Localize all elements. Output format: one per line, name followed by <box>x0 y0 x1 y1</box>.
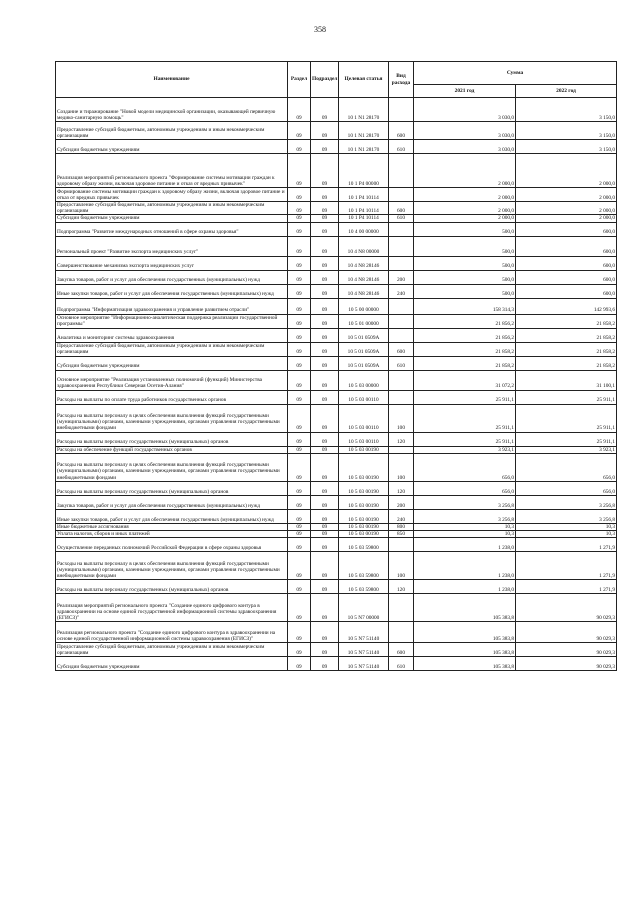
table-row <box>56 98 617 122</box>
row-target: 10 5 03 00190 <box>339 509 389 523</box>
row-sum-2021: 2 000,0 <box>414 188 516 202</box>
row-section: 09 <box>288 404 311 432</box>
row-subsection: 09 <box>311 314 339 328</box>
row-section: 09 <box>288 453 311 481</box>
col-header-target: Целевая статья <box>339 62 389 98</box>
row-expense-type: 200 <box>389 270 414 284</box>
row-sum-2022: 2 000,0 <box>516 188 617 202</box>
row-target: 10 5 03 00190 <box>339 453 389 481</box>
row-subsection: 09 <box>311 154 339 188</box>
row-sum-2022: 90 029,3 <box>516 657 617 671</box>
row-section: 09 <box>288 538 311 552</box>
row-section: 09 <box>288 140 311 154</box>
row-section: 09 <box>288 342 311 356</box>
row-name: Расходы на выплаты по оплате труда работников государственных органов <box>56 390 288 404</box>
table-row <box>56 328 617 342</box>
row-name: Субсидии бюджетным учреждениям <box>56 215 288 222</box>
table-row <box>56 122 617 140</box>
row-target: 10 5 03 00000 <box>339 370 389 390</box>
row-expense-type: 120 <box>389 580 414 594</box>
row-sum-2021: 2 000,0 <box>414 154 516 188</box>
row-expense-type: 800 <box>389 523 414 530</box>
table-row <box>56 370 617 390</box>
row-expense-type: 100 <box>389 404 414 432</box>
row-target: 10 5 01 0509A <box>339 356 389 370</box>
row-expense-type <box>389 390 414 404</box>
row-expense-type: 610 <box>389 140 414 154</box>
row-target: 10 1 P4 10114 <box>339 202 389 215</box>
row-sum-2022: 142 993,6 <box>516 298 617 314</box>
row-target: 10 5 N7 51140 <box>339 622 389 643</box>
row-sum-2022: 21 858,2 <box>516 342 617 356</box>
row-section: 09 <box>288 202 311 215</box>
row-section: 09 <box>288 215 311 222</box>
row-subsection: 09 <box>311 523 339 530</box>
row-expense-type: 600 <box>389 202 414 215</box>
row-expense-type: 120 <box>389 481 414 495</box>
row-sum-2021: 2 000,0 <box>414 202 516 215</box>
row-subsection: 09 <box>311 432 339 446</box>
row-subsection: 09 <box>311 446 339 453</box>
row-name: Подпрограмма "Информатизация здравоохранения и управление развитием отрасли" <box>56 298 288 314</box>
row-subsection: 09 <box>311 215 339 222</box>
row-expense-type <box>389 622 414 643</box>
row-subsection: 09 <box>311 495 339 509</box>
row-sum-2021: 656,0 <box>414 481 516 495</box>
row-expense-type: 850 <box>389 531 414 538</box>
row-sum-2021: 500,0 <box>414 284 516 298</box>
table-row <box>56 538 617 552</box>
row-expense-type: 120 <box>389 432 414 446</box>
row-subsection: 09 <box>311 657 339 671</box>
row-sum-2022: 600,0 <box>516 256 617 270</box>
table-row <box>56 215 617 222</box>
row-sum-2021: 3 030,0 <box>414 122 516 140</box>
row-name: Расходы на выплаты персоналу государственных (муниципальных) органов <box>56 432 288 446</box>
row-name: Основное мероприятие "Информационно-аналитическая поддержка реализации государственной программы" <box>56 314 288 328</box>
row-target: 10 1 N1 28170 <box>339 98 389 122</box>
row-subsection: 09 <box>311 188 339 202</box>
row-section: 09 <box>288 481 311 495</box>
table-row <box>56 495 617 509</box>
row-name: Расходы на выплаты персоналу в целях обеспечения выполнения функций государственными (муниципальными) органами, казенными учреждениями, органами управления государственными внебюджетными фондами <box>56 404 288 432</box>
row-name: Региональный проект "Развитие экспорта медицинских услуг" <box>56 236 288 256</box>
row-section: 09 <box>288 495 311 509</box>
row-sum-2022: 2 000,0 <box>516 202 617 215</box>
row-sum-2022: 10,3 <box>516 523 617 530</box>
col-header-year-2022: 2022 год <box>516 85 617 98</box>
row-sum-2021: 10,3 <box>414 531 516 538</box>
row-target: 10 5 00 00000 <box>339 298 389 314</box>
col-header-name: Наименование <box>56 62 288 98</box>
row-subsection: 09 <box>311 140 339 154</box>
row-name: Закупка товаров, работ и услуг для обеспечения государственных (муниципальных) нужд <box>56 495 288 509</box>
row-sum-2022: 25 911,1 <box>516 404 617 432</box>
row-sum-2021: 31 072,2 <box>414 370 516 390</box>
row-target: 10 5 03 59800 <box>339 552 389 580</box>
row-sum-2021: 3 256,8 <box>414 495 516 509</box>
row-sum-2021: 21 856,2 <box>414 328 516 342</box>
row-section: 09 <box>288 98 311 122</box>
row-name: Совершенствование механизма экспорта медицинских услуг <box>56 256 288 270</box>
row-section: 09 <box>288 580 311 594</box>
row-sum-2021: 3 256,8 <box>414 509 516 523</box>
row-name: Уплата налогов, сборов и иных платежей <box>56 531 288 538</box>
row-target: 10 4 00 00000 <box>339 222 389 236</box>
row-target: 10 5 03 00190 <box>339 523 389 530</box>
row-sum-2021: 21 858,2 <box>414 342 516 356</box>
row-name: Реализация мероприятий регионального проекта "Создание единого цифрового контура в здравоохранении на основе единой государственной информационной системы здравоохранения (ЕГИСЗ)" <box>56 594 288 622</box>
row-name: Реализация регионального проекта "Создание единого цифрового контура в здравоохранении на основе единой государственной информационной системы здравоохранения (ЕГИСЗ)" <box>56 622 288 643</box>
row-section: 09 <box>288 370 311 390</box>
row-expense-type: 200 <box>389 495 414 509</box>
row-subsection: 09 <box>311 270 339 284</box>
table-row <box>56 509 617 523</box>
row-name: Создание и тиражирование "Новой модели медицинской организации, оказывающей первичную медико-санитарную помощь" <box>56 98 288 122</box>
row-expense-type <box>389 98 414 122</box>
row-section: 09 <box>288 594 311 622</box>
row-name: Реализация мероприятий регионального проекта "Формирование системы мотивации граждан к здоровому образу жизни, включая здоровое питание и отказ от вредных привычек" <box>56 154 288 188</box>
row-subsection: 09 <box>311 622 339 643</box>
row-sum-2021: 500,0 <box>414 236 516 256</box>
row-section: 09 <box>288 531 311 538</box>
row-expense-type: 600 <box>389 342 414 356</box>
row-expense-type: 240 <box>389 509 414 523</box>
row-section: 09 <box>288 270 311 284</box>
table-row <box>56 580 617 594</box>
row-target: 10 5 N7 00000 <box>339 594 389 622</box>
row-section: 09 <box>288 446 311 453</box>
table-row <box>56 202 617 215</box>
row-sum-2022: 600,0 <box>516 236 617 256</box>
row-subsection: 09 <box>311 298 339 314</box>
row-expense-type <box>389 222 414 236</box>
row-expense-type <box>389 236 414 256</box>
row-sum-2021: 656,0 <box>414 453 516 481</box>
col-header-expense-type: Вид расхода <box>389 62 414 98</box>
row-section: 09 <box>288 643 311 657</box>
row-section: 09 <box>288 298 311 314</box>
row-subsection: 09 <box>311 342 339 356</box>
row-section: 09 <box>288 622 311 643</box>
row-target: 10 5 03 00110 <box>339 390 389 404</box>
table-row <box>56 552 617 580</box>
row-sum-2022: 1 271,9 <box>516 580 617 594</box>
row-section: 09 <box>288 356 311 370</box>
table-row <box>56 356 617 370</box>
row-section: 09 <box>288 188 311 202</box>
row-sum-2022: 3 150,0 <box>516 122 617 140</box>
table-row <box>56 342 617 356</box>
row-section: 09 <box>288 222 311 236</box>
row-expense-type <box>389 188 414 202</box>
row-sum-2021: 500,0 <box>414 256 516 270</box>
row-name: Иные закупки товаров, работ и услуг для обеспечения государственных (муниципальных) нужд <box>56 284 288 298</box>
col-header-year-2021: 2021 год <box>414 85 516 98</box>
row-sum-2021: 105 383,8 <box>414 657 516 671</box>
row-sum-2022: 21 858,2 <box>516 356 617 370</box>
row-subsection: 09 <box>311 98 339 122</box>
table-row <box>56 390 617 404</box>
row-subsection: 09 <box>311 404 339 432</box>
row-subsection: 09 <box>311 580 339 594</box>
table-row <box>56 256 617 270</box>
budget-table <box>55 61 617 671</box>
row-target: 10 4 N8 28146 <box>339 256 389 270</box>
row-expense-type <box>389 298 414 314</box>
table-row <box>56 154 617 188</box>
row-subsection: 09 <box>311 453 339 481</box>
col-header-subsection: Подраздел <box>311 62 339 98</box>
row-target: 10 5 01 0509A <box>339 342 389 356</box>
row-expense-type <box>389 314 414 328</box>
row-expense-type <box>389 256 414 270</box>
row-target: 10 4 N8 28146 <box>339 284 389 298</box>
table-row <box>56 622 617 643</box>
row-expense-type: 610 <box>389 215 414 222</box>
table-row <box>56 531 617 538</box>
row-sum-2021: 500,0 <box>414 270 516 284</box>
row-section: 09 <box>288 314 311 328</box>
row-target: 10 5 03 59800 <box>339 580 389 594</box>
row-subsection: 09 <box>311 202 339 215</box>
table-row <box>56 594 617 622</box>
row-sum-2021: 1 238,0 <box>414 552 516 580</box>
row-sum-2022: 25 911,1 <box>516 432 617 446</box>
row-subsection: 09 <box>311 256 339 270</box>
table-row <box>56 140 617 154</box>
row-sum-2021: 25 911,1 <box>414 404 516 432</box>
row-sum-2021: 21 856,2 <box>414 314 516 328</box>
row-sum-2022: 600,0 <box>516 270 617 284</box>
row-target: 10 5 03 00190 <box>339 531 389 538</box>
row-subsection: 09 <box>311 594 339 622</box>
row-name: Формирование системы мотивации граждан к здоровому образу жизни, включая здоровое питание и отказ от вредных привычек <box>56 188 288 202</box>
row-sum-2021: 3 030,0 <box>414 140 516 154</box>
row-target: 10 5 01 0509A <box>339 328 389 342</box>
row-sum-2021: 1 238,0 <box>414 580 516 594</box>
row-target: 10 5 03 00190 <box>339 481 389 495</box>
row-target: 10 5 N7 51140 <box>339 643 389 657</box>
row-section: 09 <box>288 256 311 270</box>
row-subsection: 09 <box>311 509 339 523</box>
table-row <box>56 188 617 202</box>
row-section: 09 <box>288 328 311 342</box>
row-target: 10 1 P4 10114 <box>339 188 389 202</box>
row-expense-type <box>389 328 414 342</box>
row-subsection: 09 <box>311 552 339 580</box>
row-sum-2022: 2 000,0 <box>516 154 617 188</box>
row-sum-2022: 3 150,0 <box>516 98 617 122</box>
row-sum-2022: 10,3 <box>516 531 617 538</box>
row-sum-2021: 105 383,8 <box>414 594 516 622</box>
row-subsection: 09 <box>311 481 339 495</box>
row-name: Субсидии бюджетным учреждениям <box>56 140 288 154</box>
row-target: 10 5 03 00110 <box>339 404 389 432</box>
row-expense-type: 240 <box>389 284 414 298</box>
col-header-sum: Сумма <box>414 62 617 85</box>
row-sum-2021: 25 911,1 <box>414 432 516 446</box>
table-row <box>56 222 617 236</box>
row-sum-2021: 25 911,1 <box>414 390 516 404</box>
row-expense-type: 610 <box>389 657 414 671</box>
row-sum-2022: 656,0 <box>516 481 617 495</box>
row-sum-2021: 3 923,1 <box>414 446 516 453</box>
table-row <box>56 298 617 314</box>
table-row <box>56 523 617 530</box>
row-expense-type: 100 <box>389 552 414 580</box>
row-section: 09 <box>288 122 311 140</box>
row-name: Расходы на выплаты персоналу государственных (муниципальных) органов <box>56 580 288 594</box>
row-section: 09 <box>288 657 311 671</box>
row-sum-2022: 25 911,1 <box>516 390 617 404</box>
row-sum-2021: 1 238,0 <box>414 538 516 552</box>
table-row <box>56 270 617 284</box>
row-sum-2021: 21 858,2 <box>414 356 516 370</box>
row-subsection: 09 <box>311 538 339 552</box>
row-subsection: 09 <box>311 356 339 370</box>
row-sum-2021: 2 000,0 <box>414 215 516 222</box>
table-row <box>56 643 617 657</box>
col-header-section: Раздел <box>288 62 311 98</box>
row-sum-2022: 3 256,8 <box>516 495 617 509</box>
row-section: 09 <box>288 390 311 404</box>
table-row <box>56 236 617 256</box>
row-section: 09 <box>288 552 311 580</box>
row-name: Предоставление субсидий бюджетным, автономным учреждениям и иным некоммерческим организациям <box>56 202 288 215</box>
row-sum-2021: 158 314,3 <box>414 298 516 314</box>
table-row <box>56 453 617 481</box>
row-expense-type: 100 <box>389 453 414 481</box>
row-section: 09 <box>288 432 311 446</box>
row-name: Предоставление субсидий бюджетным, автономным учреждениям и иным некоммерческим организациям <box>56 643 288 657</box>
row-target: 10 4 N8 00000 <box>339 236 389 256</box>
row-expense-type: 600 <box>389 122 414 140</box>
row-target: 10 5 03 00190 <box>339 446 389 453</box>
row-name: Подпрограмма "Развитие международных отношений в сфере охраны здоровья" <box>56 222 288 236</box>
row-expense-type <box>389 538 414 552</box>
row-target: 10 1 P4 10114 <box>339 215 389 222</box>
row-target: 10 1 P4 00000 <box>339 154 389 188</box>
row-expense-type <box>389 446 414 453</box>
row-name: Расходы на выплаты персоналу в целях обеспечения выполнения функций государственными (муниципальными) органами, казенными учреждениями, органами управления государственными внебюджетными фондами <box>56 552 288 580</box>
row-sum-2022: 90 029,3 <box>516 594 617 622</box>
row-name: Субсидии бюджетным учреждениям <box>56 356 288 370</box>
row-expense-type <box>389 154 414 188</box>
table-row <box>56 314 617 328</box>
row-name: Закупка товаров, работ и услуг для обеспечения государственных (муниципальных) нужд <box>56 270 288 284</box>
row-name: Аналитика и мониторинг системы здравоохранения <box>56 328 288 342</box>
row-name: Расходы на обеспечение функций государственных органов <box>56 446 288 453</box>
row-name: Осуществление переданных полномочий Российской Федерации в сфере охраны здоровья <box>56 538 288 552</box>
row-name: Расходы на выплаты персоналу государственных (муниципальных) органов <box>56 481 288 495</box>
row-expense-type <box>389 594 414 622</box>
row-sum-2022: 600,0 <box>516 222 617 236</box>
row-name: Иные закупки товаров, работ и услуг для обеспечения государственных (муниципальных) нужд <box>56 509 288 523</box>
row-sum-2022: 21 858,2 <box>516 314 617 328</box>
row-sum-2022: 90 029,3 <box>516 643 617 657</box>
row-sum-2021: 500,0 <box>414 222 516 236</box>
row-expense-type: 610 <box>389 356 414 370</box>
row-section: 09 <box>288 284 311 298</box>
row-sum-2021: 3 030,0 <box>414 98 516 122</box>
table-row <box>56 446 617 453</box>
row-sum-2022: 21 858,2 <box>516 328 617 342</box>
row-subsection: 09 <box>311 236 339 256</box>
row-expense-type <box>389 370 414 390</box>
row-sum-2022: 3 923,1 <box>516 446 617 453</box>
row-name: Основное мероприятие "Реализация установленных полномочий (функций) Министерства здравоохранения Республики Северная Осетия-Алания" <box>56 370 288 390</box>
row-section: 09 <box>288 523 311 530</box>
table-row <box>56 432 617 446</box>
row-sum-2022: 1 271,9 <box>516 552 617 580</box>
row-name: Расходы на выплаты персоналу в целях обеспечения выполнения функций государственными (муниципальными) органами, казенными учреждениями, органами управления государственными внебюджетными фондами <box>56 453 288 481</box>
table-body <box>56 98 617 671</box>
table-row <box>56 404 617 432</box>
row-target: 10 1 N1 28170 <box>339 140 389 154</box>
row-sum-2022: 31 100,1 <box>516 370 617 390</box>
row-name: Предоставление субсидий бюджетным, автономным учреждениям и иным некоммерческим организациям <box>56 342 288 356</box>
row-section: 09 <box>288 236 311 256</box>
row-subsection: 09 <box>311 284 339 298</box>
row-name: Предоставление субсидий бюджетным, автономным учреждениям и иным некоммерческим организациям <box>56 122 288 140</box>
row-subsection: 09 <box>311 370 339 390</box>
row-subsection: 09 <box>311 531 339 538</box>
row-target: 10 5 03 59800 <box>339 538 389 552</box>
row-sum-2022: 656,0 <box>516 453 617 481</box>
row-subsection: 09 <box>311 390 339 404</box>
row-sum-2022: 90 029,3 <box>516 622 617 643</box>
row-subsection: 09 <box>311 222 339 236</box>
row-subsection: 09 <box>311 122 339 140</box>
row-target: 10 4 N8 28146 <box>339 270 389 284</box>
row-target: 10 1 N1 28170 <box>339 122 389 140</box>
row-sum-2021: 105 383,8 <box>414 643 516 657</box>
row-sum-2022: 3 256,8 <box>516 509 617 523</box>
row-name: Субсидии бюджетным учреждениям <box>56 657 288 671</box>
row-name: Иные бюджетные ассигнования <box>56 523 288 530</box>
row-target: 10 5 01 00000 <box>339 314 389 328</box>
row-sum-2022: 3 150,0 <box>516 140 617 154</box>
row-target: 10 5 03 00110 <box>339 432 389 446</box>
table-row <box>56 657 617 671</box>
row-sum-2021: 10,3 <box>414 523 516 530</box>
row-sum-2021: 105 383,8 <box>414 622 516 643</box>
row-subsection: 09 <box>311 328 339 342</box>
row-sum-2022: 1 271,9 <box>516 538 617 552</box>
row-sum-2022: 600,0 <box>516 284 617 298</box>
row-expense-type: 600 <box>389 643 414 657</box>
table-row <box>56 481 617 495</box>
row-target: 10 5 03 00190 <box>339 495 389 509</box>
row-subsection: 09 <box>311 643 339 657</box>
table-row <box>56 284 617 298</box>
row-sum-2022: 2 000,0 <box>516 215 617 222</box>
row-target: 10 5 N7 51140 <box>339 657 389 671</box>
row-section: 09 <box>288 509 311 523</box>
row-section: 09 <box>288 154 311 188</box>
page-number: 358 <box>314 25 326 34</box>
